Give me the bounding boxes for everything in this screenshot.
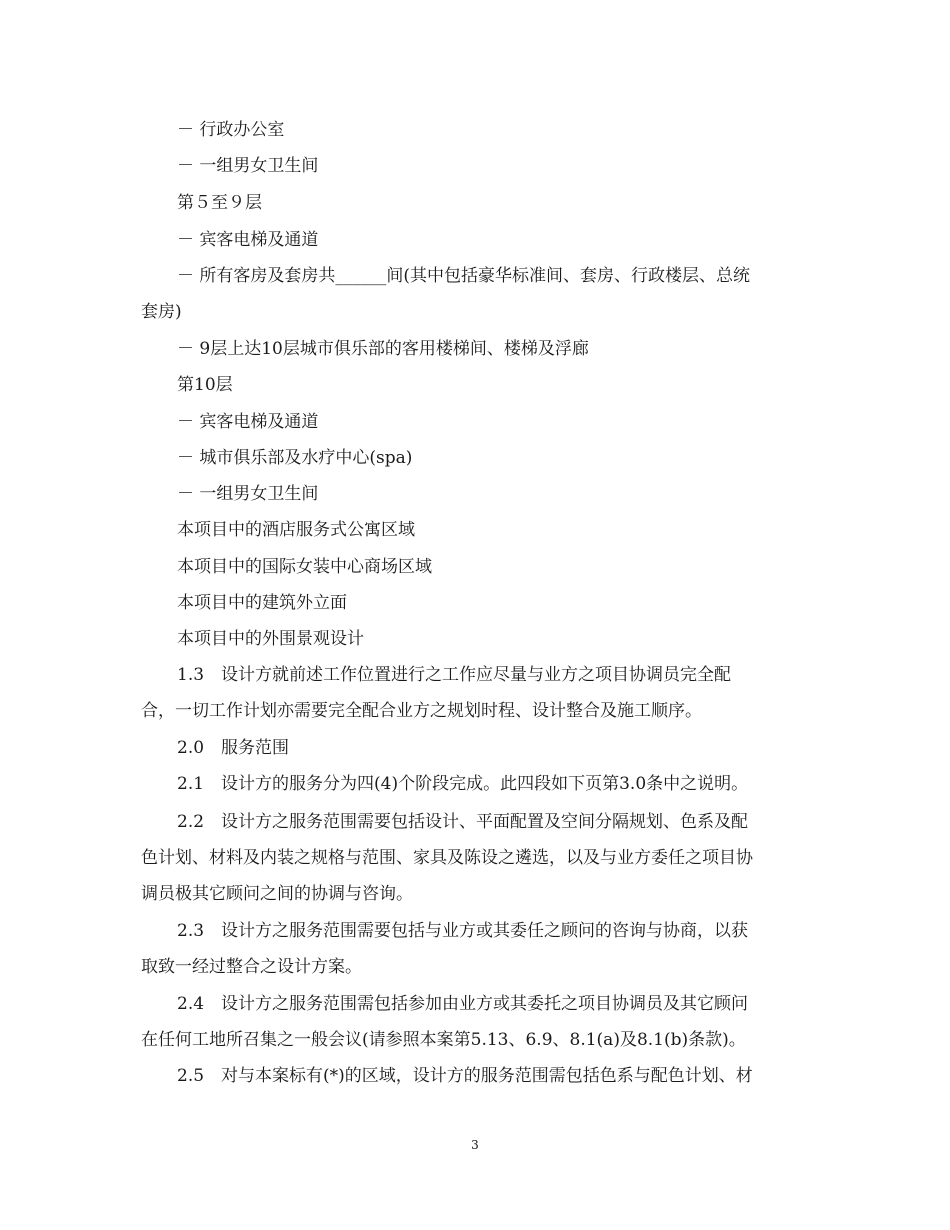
text-line-executive-office: － 行政办公室 [177, 120, 285, 140]
text-line-city-club-spa: － 城市俱乐部及水疗中心(spa) [177, 448, 413, 468]
text-line-floors-5-9-heading: 第５至９层 [177, 193, 262, 213]
text-line-clause-2-2-continued: 色计划、材料及内装之规格与范围、家具及陈设之遴选，以及与业方委任之项目协 [141, 848, 753, 868]
text-line-clause-2-3-continued: 取致一经过整合之设计方案。 [141, 957, 362, 977]
text-line-section-2-0-heading: 2.0 服务范围 [177, 738, 290, 758]
text-line-serviced-apartments: 本项目中的酒店服务式公寓区域 [177, 520, 415, 540]
text-line-clause-2-2: 2.2 设计方之服务范围需要包括设计、平面配置及空间分隔规划、色系及配 [177, 812, 749, 832]
text-line-clause-2-1: 2.1 设计方的服务分为四(4)个阶段完成。此四段如下页第3.0条中之说明。 [177, 774, 749, 794]
text-line-floor-10-elevators: － 宾客电梯及通道 [177, 412, 319, 432]
text-line-clause-2-3: 2.3 设计方之服务范围需要包括与业方或其委任之顾问的咨询与协商，以获 [177, 921, 749, 941]
text-line-floor-10-restrooms: － 一组男女卫生间 [177, 484, 319, 504]
text-line-clause-2-4-continued: 在任何工地所召集之一般会议(请参照本案第5.13、6.9、8.1(a)及8.1(b)条款)。 [141, 1030, 746, 1050]
text-line-club-stairway: － 9层上达10层城市俱乐部的客用楼梯间、楼梯及浮廊 [177, 339, 589, 359]
text-line-clause-1-3-continued: 合，一切工作计划亦需要完全配合业方之规划时程、设计整合及施工顺序。 [141, 701, 702, 721]
page-number: 3 [471, 1138, 479, 1152]
text-line-floor-10-heading: 第10层 [177, 375, 233, 395]
text-line-clause-1-3: 1.3 设计方就前述工作位置进行之工作应尽量与业方之项目协调员完全配 [177, 665, 732, 685]
text-line-restrooms: － 一组男女卫生间 [177, 156, 319, 176]
text-line-facade: 本项目中的建筑外立面 [177, 593, 347, 613]
text-line-guest-rooms: － 所有客房及套房共______间(其中包括豪华标准间、套房、行政楼层、总统 [177, 266, 751, 286]
text-line-guest-elevators: － 宾客电梯及通道 [177, 230, 319, 250]
text-line-suites-continued: 套房) [141, 302, 182, 322]
text-line-landscape: 本项目中的外围景观设计 [177, 629, 364, 649]
text-line-clause-2-4: 2.4 设计方之服务范围需包括参加由业方或其委托之项目协调员及其它顾问 [177, 994, 749, 1014]
text-line-clause-2-5: 2.5 对与本案标有(*)的区域，设计方的服务范围需包括色系与配色计划、材 [177, 1066, 753, 1086]
text-line-fashion-mall: 本项目中的国际女装中心商场区域 [177, 557, 432, 577]
text-line-clause-2-2-end: 调员极其它顾问之间的协调与咨询。 [141, 884, 413, 904]
